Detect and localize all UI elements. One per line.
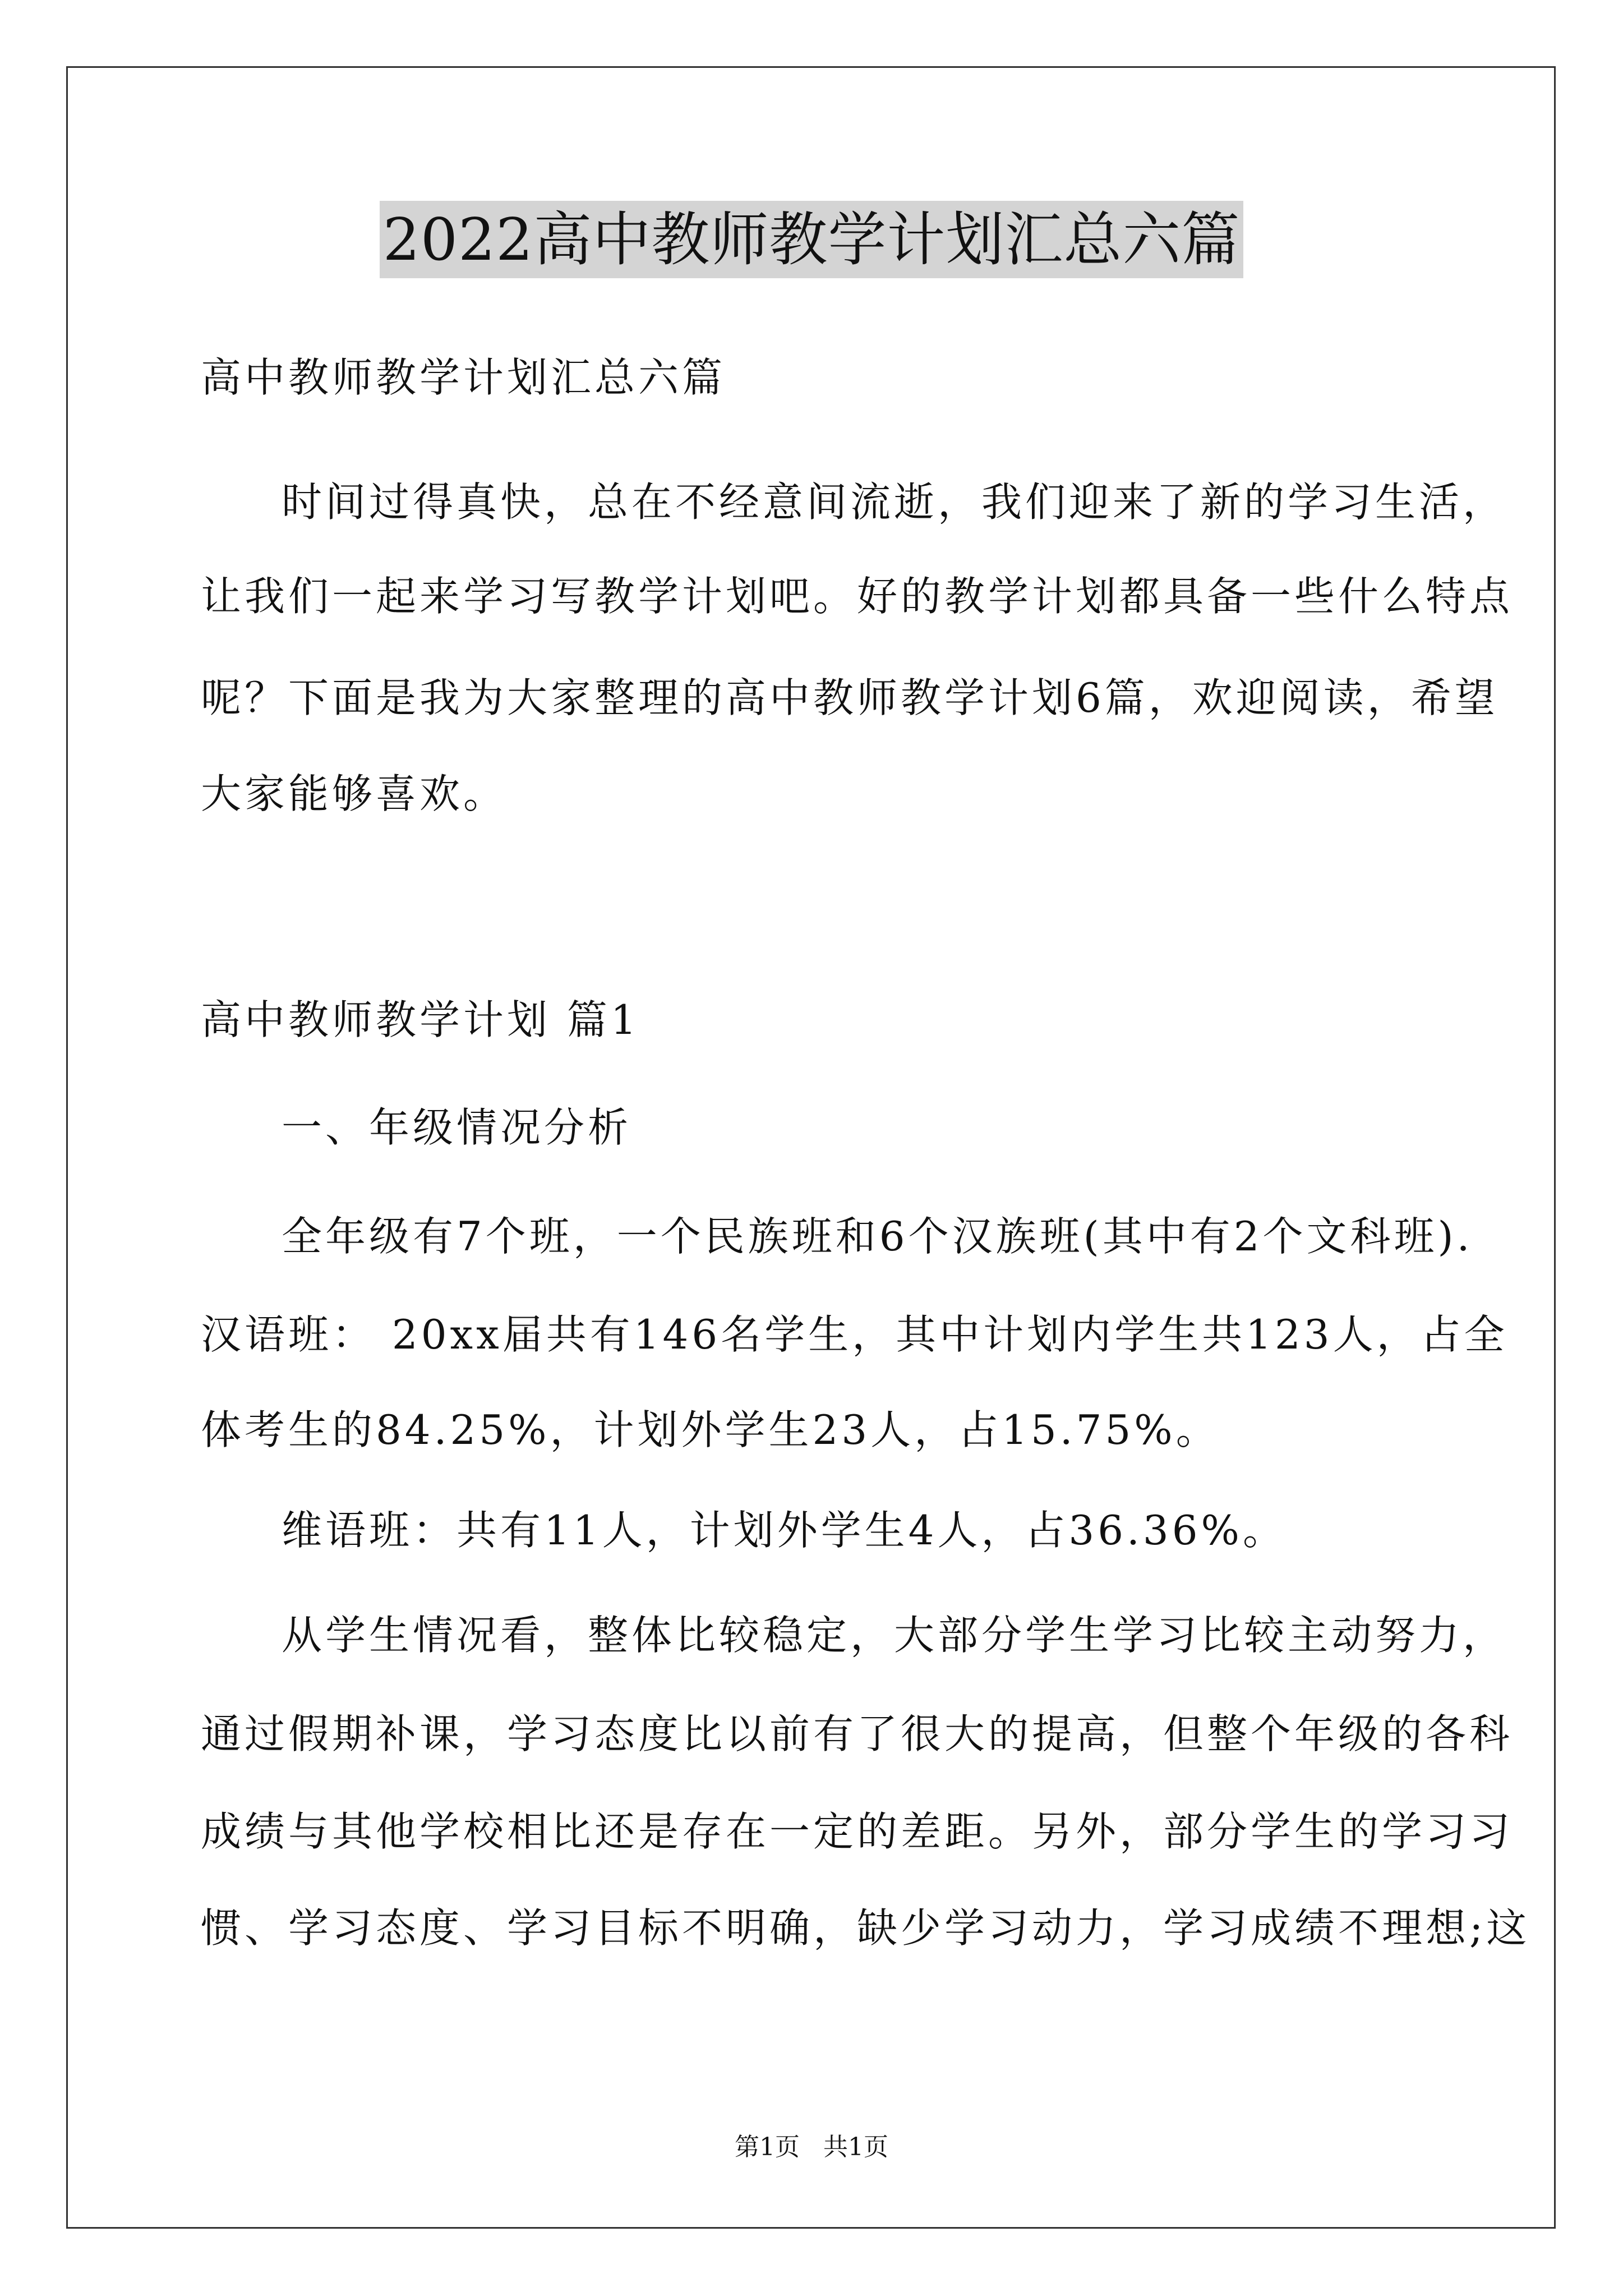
sub-heading: 一、年级情况分析	[282, 1104, 632, 1151]
intro-line-1: 时间过得真快，总在不经意间流逝，我们迎来了新的学习生活，	[282, 478, 1507, 526]
para3-line-1: 从学生情况看，整体比较稳定，大部分学生学习比较主动努力，	[282, 1612, 1507, 1659]
para2-line-1: 维语班：共有11人，计划外学生4人，占36.36%。	[282, 1507, 1287, 1554]
para3-line-4: 惯、学习态度、学习目标不明确，缺少学习动力，学习成绩不理想;这	[201, 1904, 1530, 1952]
para1-line-1: 全年级有7个班，一个民族班和6个汉族班(其中有2个文科班).	[282, 1213, 1473, 1260]
intro-line-4: 大家能够喜欢。	[201, 770, 508, 817]
para1-line-3: 体考生的84.25%，计划外学生23人，占15.75%。	[201, 1406, 1220, 1453]
page-number-footer: 第1页 共1页	[735, 2133, 888, 2161]
document-title: 2022高中教师教学计划汇总六篇	[380, 201, 1244, 278]
title-container	[0, 201, 1623, 278]
para3-line-2: 通过假期补课，学习态度比以前有了很大的提高，但整个年级的各科	[201, 1710, 1514, 1757]
document-subtitle: 高中教师教学计划汇总六篇	[201, 354, 726, 401]
para1-line-2: 汉语班： 20xx届共有146名学生，其中计划内学生共123人，占全	[201, 1311, 1508, 1358]
section-heading: 高中教师教学计划 篇1	[201, 996, 640, 1043]
intro-line-3: 呢？下面是我为大家整理的高中教师教学计划6篇，欢迎阅读，希望	[201, 674, 1498, 721]
intro-line-2: 让我们一起来学习写教学计划吧。好的教学计划都具备一些什么特点	[201, 573, 1514, 620]
para3-line-3: 成绩与其他学校相比还是存在一定的差距。另外，部分学生的学习习	[201, 1808, 1514, 1855]
